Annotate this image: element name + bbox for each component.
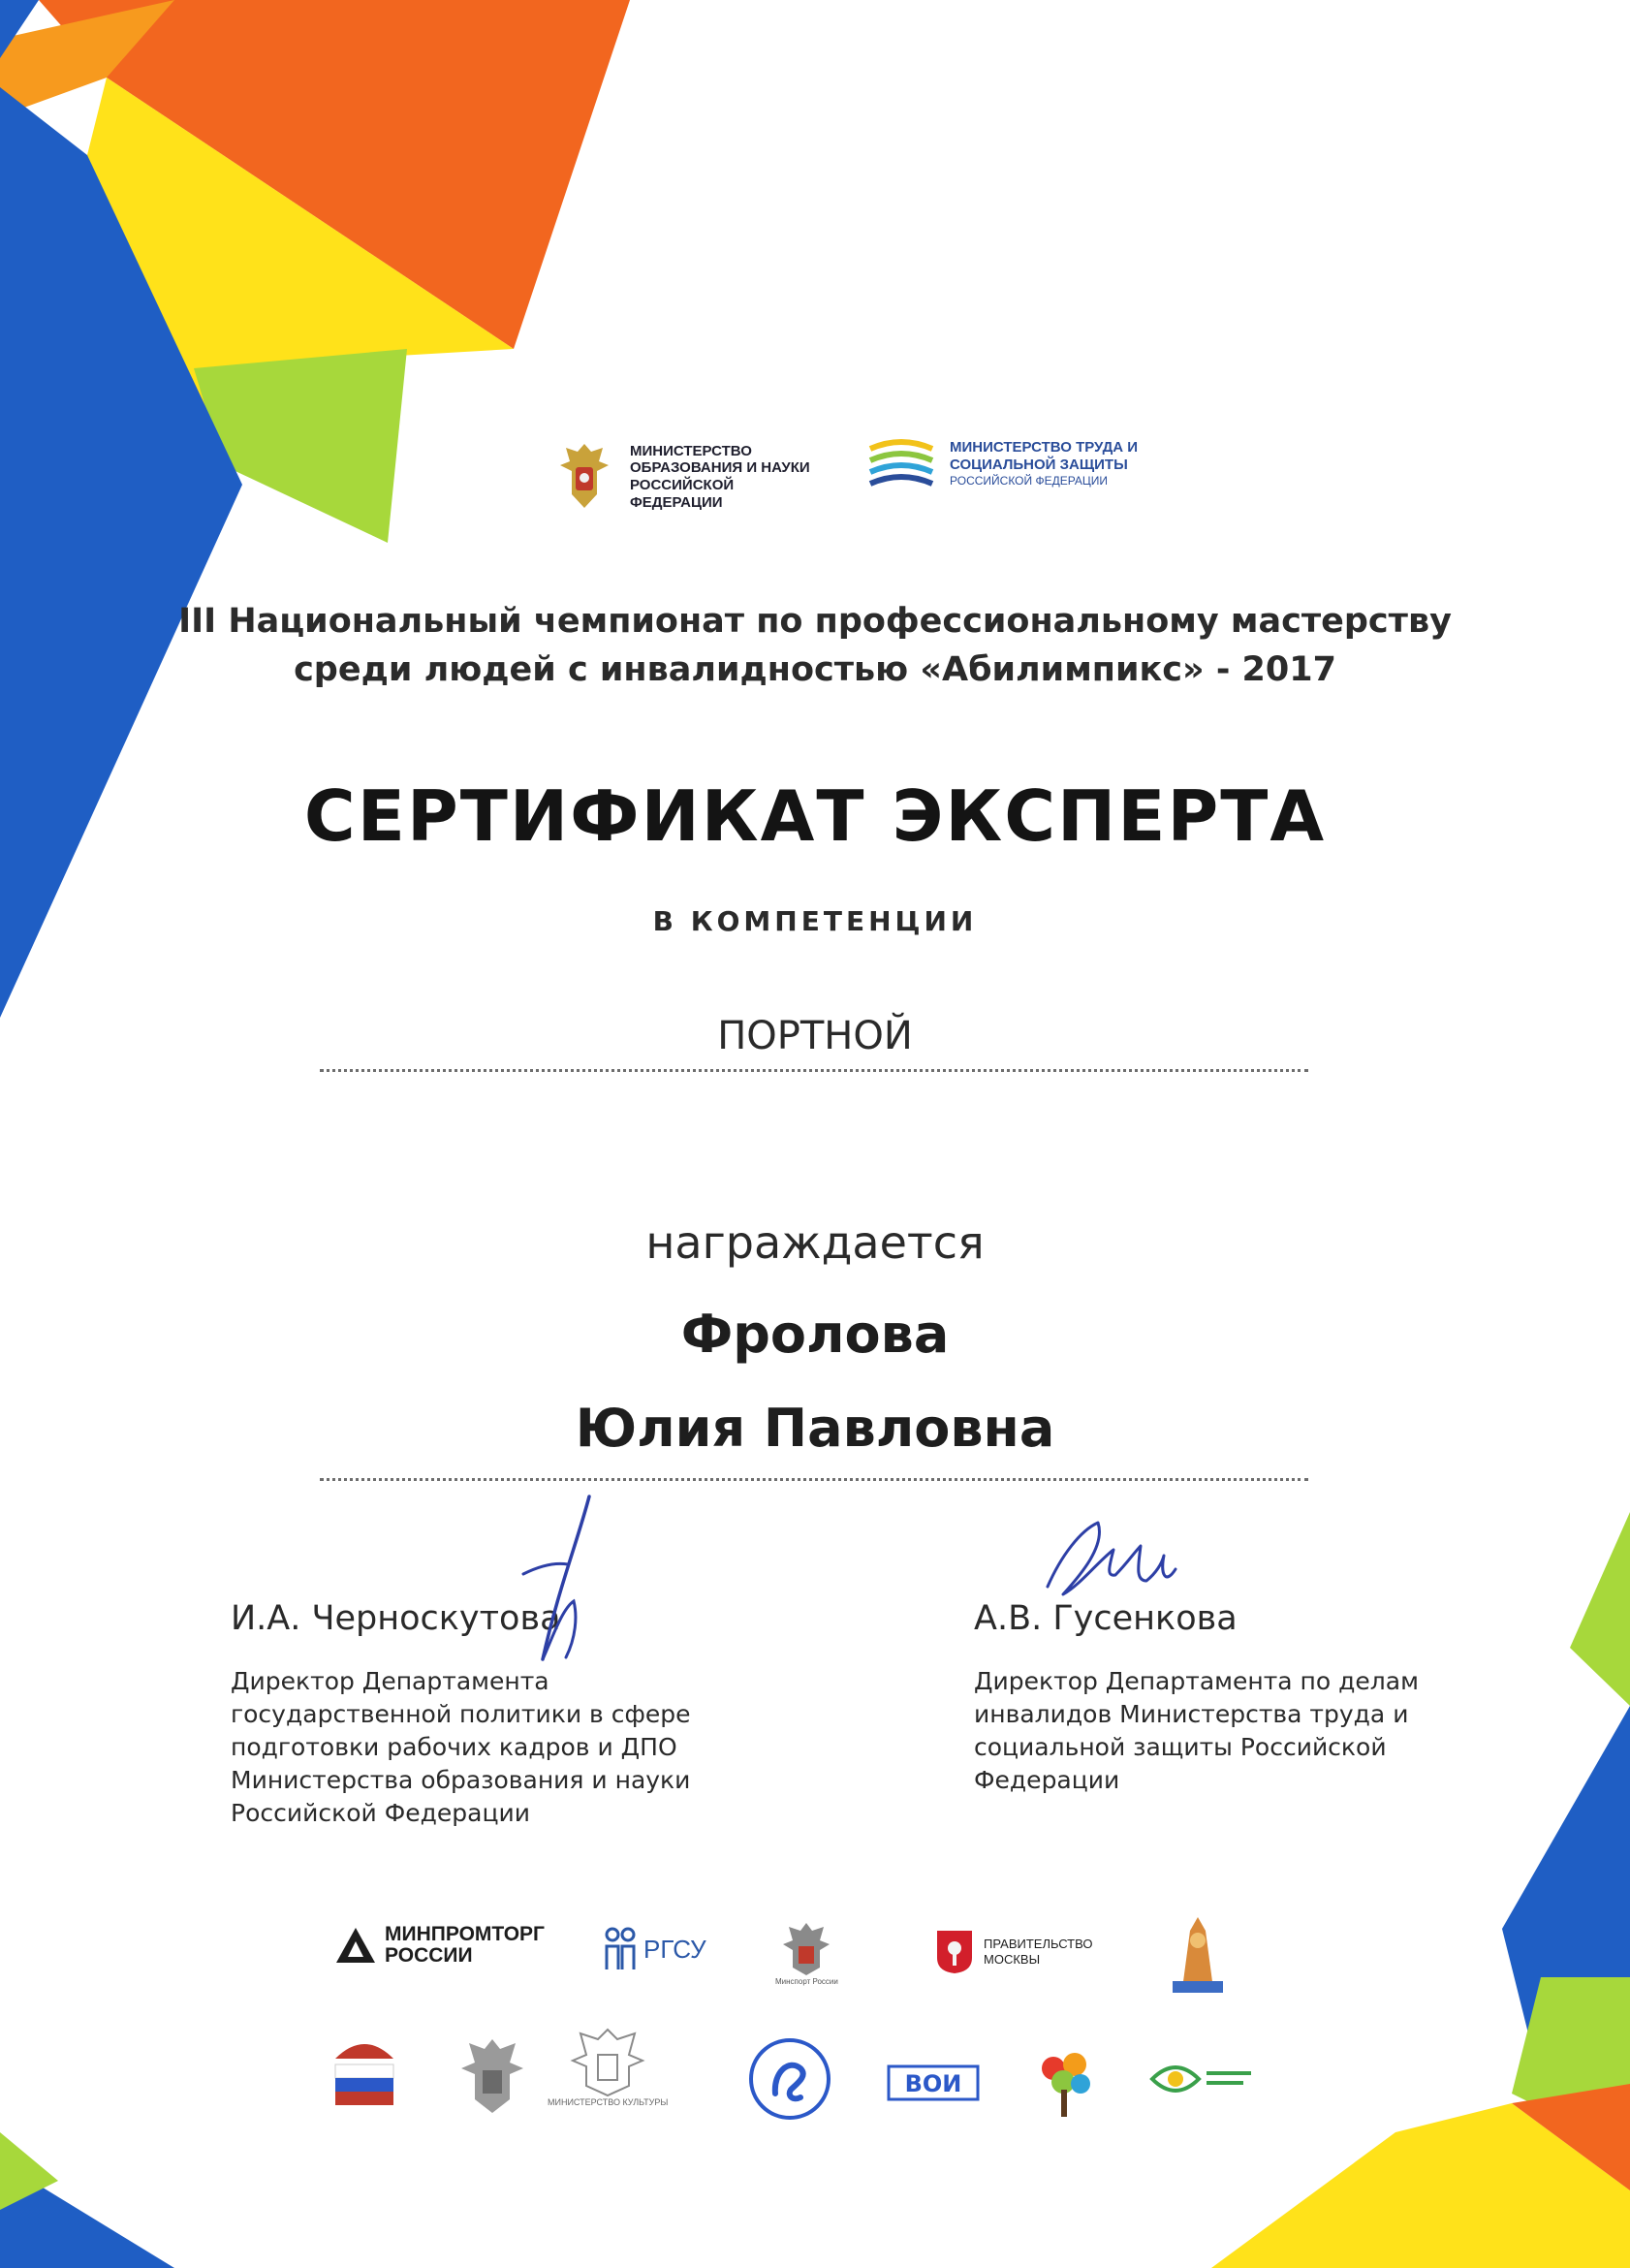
pension-fund-icon <box>326 2026 403 2113</box>
minkult-emblem-icon <box>569 2026 646 2097</box>
minkult-label: МИНИСТЕРСТВО КУЛЬТУРЫ <box>548 2097 669 2107</box>
event-title <box>116 597 1514 694</box>
voi-logo <box>887 2064 980 2101</box>
rgsu-logo <box>603 1927 706 1971</box>
paralympic-tree-icon <box>1032 2045 1100 2123</box>
signature-right <box>1042 1517 1187 1604</box>
signatory-left-position-line: Министерства образования и науки <box>231 1766 691 1794</box>
signatory-right-position-line: инвалидов Министерства труда и <box>974 1700 1409 1728</box>
signatory-right-position-line: Директор Департамента по делам <box>974 1667 1419 1695</box>
signatory-left-position <box>231 1665 735 1830</box>
minsport-logo <box>775 1919 838 1986</box>
minpromtorg-label: МИНПРОМТОРГ РОССИИ <box>385 1923 545 1967</box>
moscow-coat-of-arms-icon <box>935 1929 974 1975</box>
awarded-label: награждается <box>645 1216 985 1269</box>
recipient-given-names: Юлия Павловна <box>575 1398 1055 1459</box>
labor-ministry-subtitle: РОССИЙСКОЙ ФЕДЕРАЦИИ <box>950 473 1109 488</box>
labor-ministry-title: МИНИСТЕРСТВО ТРУДА И СОЦИАЛЬНОЙ ЗАЩИТЫ <box>950 439 1139 473</box>
certificate-title: СЕРТИФИКАТ ЭКСПЕРТА <box>303 775 1327 857</box>
education-ministry-logo <box>552 438 824 516</box>
signatory-left-position-line: Российской Федерации <box>231 1799 530 1827</box>
signatory-left-position-line: подготовки рабочих кадров и ДПО <box>231 1733 677 1761</box>
signatory-right-position <box>974 1665 1458 1797</box>
event-title-line-1: III Национальный чемпионат по профессиональному мастерству <box>178 602 1452 641</box>
signatory-right-position-line: социальной защиты Российской <box>974 1733 1387 1761</box>
rgsu-label: РГСУ <box>643 1934 706 1964</box>
vos-deaf-icon <box>746 2035 833 2123</box>
minsport-label: Минспорт России <box>775 1977 838 1986</box>
rgsu-people-icon <box>603 1927 638 1971</box>
moscow-government-logo <box>935 1929 1100 1975</box>
labor-ministry-waves-icon <box>866 433 936 493</box>
fss-emblem-icon <box>455 2035 529 2119</box>
minkult-logo <box>548 2026 668 2107</box>
signatory-left-name: И.А. Черноскутова <box>231 1599 561 1638</box>
double-headed-eagle-icon <box>552 438 616 516</box>
name-dotted-line <box>320 1478 1308 1481</box>
signatory-right-name: А.В. Гусенкова <box>974 1599 1238 1638</box>
voi-label: ВОИ <box>904 2070 962 2097</box>
voi-icon <box>887 2064 980 2101</box>
signatory-left-position-line: Директор Департамента <box>231 1667 549 1695</box>
competence-caption: В КОМПЕТЕНЦИИ <box>652 905 978 937</box>
event-title-line-2: среди людей с инвалидностью «Абилимпикс» - 2017 <box>294 650 1336 689</box>
minpromtorg-logo <box>334 1924 579 1967</box>
education-ministry-label: МИНИСТЕРСТВО ОБРАЗОВАНИЯ И НАУКИ РОССИЙСКОЙ ФЕДЕРАЦИИ <box>630 442 810 511</box>
moscow-government-label: ПРАВИТЕЛЬСТВО МОСКВЫ <box>984 1937 1093 1967</box>
labor-ministry-logo <box>866 433 1163 493</box>
competence-value: ПОРТНОЙ <box>717 1014 913 1058</box>
minpromtorg-triangle-icon <box>334 1926 377 1965</box>
minsport-eagle-icon <box>779 1919 833 1977</box>
labor-ministry-label <box>950 439 1163 488</box>
right-lime-shape <box>1570 1512 1630 1706</box>
signatory-right-position-line: Федерации <box>974 1766 1120 1794</box>
vos-blind-icon <box>1148 2050 1255 2108</box>
monument-icon <box>1163 1911 1233 1997</box>
competence-dotted-line <box>320 1069 1308 1072</box>
signature-left <box>485 1493 640 1667</box>
signatory-left-position-line: государственной политики в сфере <box>231 1700 691 1728</box>
recipient-surname: Фролова <box>680 1304 950 1365</box>
